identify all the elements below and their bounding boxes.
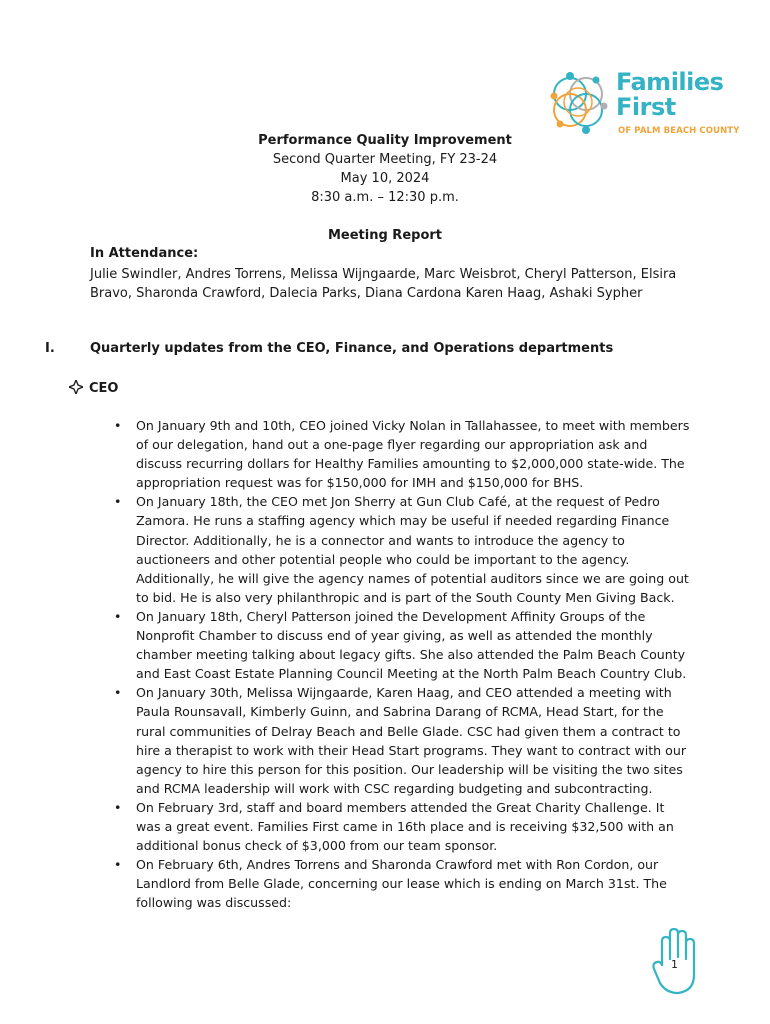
list-item (112, 416, 692, 492)
report-title: Meeting Report (327, 228, 443, 243)
ceo-subheading-label: CEO (89, 381, 119, 396)
section-title: Quarterly updates from the CEO, Finance, and Operations departments (90, 341, 614, 356)
list-item-text: On January 9th and 10th, CEO joined Vicky Nolan in Tallahassee, to meet with members of our delegation, hand out a one-page flyer regarding our appropriation ask and discuss recurring dollars for Healthy Families amounting to $2,000,000 state-wide. The appropriation request was for $150,000 for IMH and $150,000 for BHS. (136, 418, 690, 491)
ceo-subheading (69, 380, 118, 396)
bullet-icon: • (114, 799, 122, 815)
diamond-bullet-icon (69, 380, 83, 394)
list-item-text: On February 3rd, staff and board members attended the Great Charity Challenge. It was a great event. Families First came in 16th place and is receiving $32,500 with an additional bonus check of $3,000 from our team sponsor. (136, 799, 674, 854)
section-number: I. (45, 341, 55, 356)
list-item (112, 798, 692, 855)
meeting-date: May 10, 2024 (340, 171, 430, 186)
bullet-icon: • (114, 857, 122, 873)
logo-name-line1: Families (616, 68, 724, 96)
list-item-text: On January 18th, Cheryl Patterson joined the Development Affinity Groups of the Nonprofit Chamber to discuss end of year giving, as well as attended the monthly chamber meeting talking about legacy gifts. She also attended the Palm Beach County and East Coast Estate Planning Council Meeting at the North Palm Beach Country Club. (136, 608, 687, 682)
list-item-text: On February 6th, Andres Torrens and Sharonda Crawford met with Ron Cordon, our Landlord from Belle Glade, concerning our lease which is ending on March 31st. The following was discussed: (136, 857, 667, 911)
list-item (112, 492, 692, 607)
bullet-icon: • (114, 418, 122, 433)
list-item-text: On January 18th, the CEO met Jon Sherry at Gun Club Café, at the request of Pedro Zamora. He runs a staffing agency which may be useful if needed regarding Finance Director. Additionally, he is a connector and wants to introduce the agency to auctioneers and other potential people who could be important to the agency. Additionally, he will give the agency names of potential auditors since we are going out to bid. He is also very philanthropic and is part of the South County Men Giving Back. (136, 494, 689, 605)
bullet-icon: • (114, 608, 122, 624)
list-item (112, 607, 692, 683)
list-item (112, 855, 692, 912)
bullet-icon: • (114, 685, 122, 701)
bullet-icon: • (114, 494, 122, 510)
meeting-time: 8:30 a.m. – 12:30 p.m. (311, 190, 459, 205)
logo-name (616, 70, 723, 120)
ceo-updates-list (112, 416, 692, 912)
logo-subtitle: OF PALM BEACH COUNTY (618, 126, 740, 136)
document-title: Performance Quality Improvement (258, 133, 512, 148)
list-item (112, 683, 692, 798)
attendance-names: Julie Swindler, Andres Torrens, Melissa Wijngaarde, Marc Weisbrot, Cheryl Patterson, Elsira Bravo, Sharonda Crawford, Dalecia Parks, Diana Cardona Karen Haag, Ashaki Sypher (90, 267, 677, 301)
page-number: 1 (671, 958, 678, 971)
logo-name-line2: First (616, 93, 676, 121)
attendance-label: In Attendance: (90, 246, 199, 261)
list-item-text: On January 30th, Melissa Wijngaarde, Karen Haag, and CEO attended a meeting with Paula Rounsavall, Kimberly Guinn, and Sabrina Darang of RCMA, Head Start, for the rural communities of Delray Beach and Belle Glade. CSC had given them a contract to hire a therapist to work with their Head Start programs. They want to contract with our agency to hire this person for this position. Our leadership will be visiting the two sites and RCMA leadership will work with CSC regarding budgeting and subcontracting. (136, 685, 686, 796)
meeting-name: Second Quarter Meeting, FY 23-24 (272, 152, 498, 167)
